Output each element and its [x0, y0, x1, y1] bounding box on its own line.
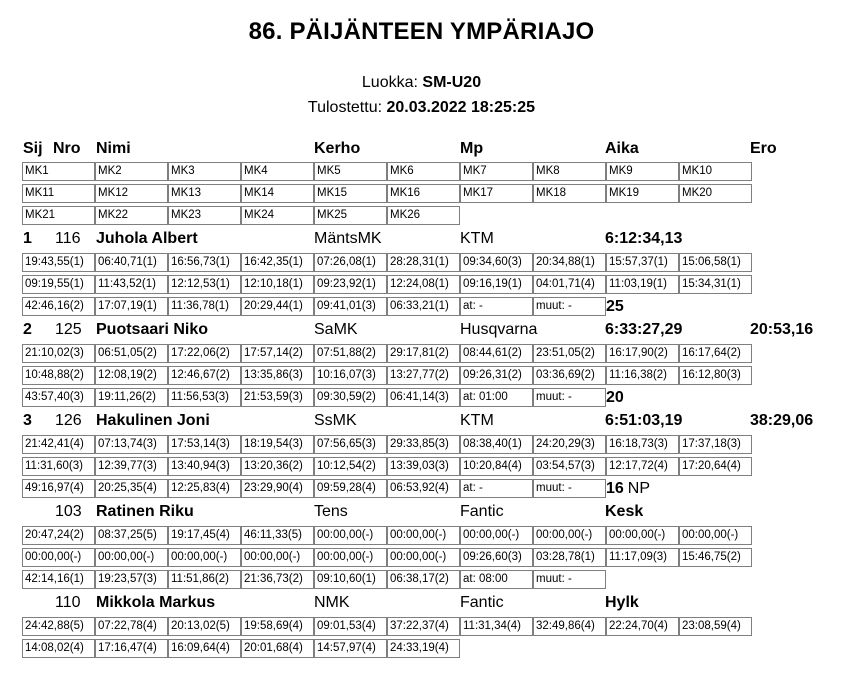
split-cell: 18:19,54(3) — [241, 435, 314, 454]
split-cell: 08:38,40(1) — [460, 435, 533, 454]
split-cell: MK4 — [241, 162, 314, 181]
split-cell: MK5 — [314, 162, 387, 181]
split-cell: MK13 — [168, 184, 241, 203]
split-cell: 14:08,02(4) — [22, 639, 95, 658]
split-cell: 28:28,31(1) — [387, 253, 460, 272]
split-cell: 21:10,02(3) — [22, 344, 95, 363]
split-cell: 11:31,60(3) — [22, 457, 95, 476]
split-cell: 07:22,78(4) — [95, 617, 168, 636]
split-cell: muut: - — [533, 297, 606, 316]
rider-club: Tens — [314, 503, 348, 520]
rider-club: MäntsMK — [314, 230, 382, 247]
split-cell: MK17 — [460, 184, 533, 203]
split-cell: 09:59,28(4) — [314, 479, 387, 498]
split-cell: 21:42,41(4) — [22, 435, 95, 454]
split-cell: 46:11,33(5) — [241, 526, 314, 545]
split-cell: 00:00,00(-) — [95, 548, 168, 567]
split-cell: 32:49,86(4) — [533, 617, 606, 636]
split-cell: 00:00,00(-) — [387, 548, 460, 567]
split-cell: 11:03,19(1) — [606, 275, 679, 294]
split-cell: 19:23,57(3) — [95, 570, 168, 589]
header-kerho: Kerho — [314, 140, 361, 157]
split-cell: 12:24,08(1) — [387, 275, 460, 294]
rider-diff: 38:29,06 — [750, 412, 814, 429]
rider-points: 16 — [606, 480, 624, 497]
split-cell: MK22 — [95, 206, 168, 225]
split-cell: 06:41,14(3) — [387, 388, 460, 407]
split-cell: 00:00,00(-) — [168, 548, 241, 567]
header-mp: Mp — [460, 140, 484, 157]
split-cell: MK12 — [95, 184, 168, 203]
split-cell: 24:42,88(5) — [22, 617, 95, 636]
split-cell: 37:22,37(4) — [387, 617, 460, 636]
rider-bike: KTM — [460, 412, 494, 429]
split-cell: 24:33,19(4) — [387, 639, 460, 658]
split-cell: 07:26,08(1) — [314, 253, 387, 272]
split-cell: 29:17,81(2) — [387, 344, 460, 363]
split-cell: 49:16,97(4) — [22, 479, 95, 498]
split-cell: 10:48,88(2) — [22, 366, 95, 385]
split-cell: MK14 — [241, 184, 314, 203]
split-cell: 09:10,60(1) — [314, 570, 387, 589]
split-cell: MK24 — [241, 206, 314, 225]
split-cell: 09:34,60(3) — [460, 253, 533, 272]
split-cell: MK3 — [168, 162, 241, 181]
split-cell: MK11 — [22, 184, 95, 203]
split-cell: 15:46,75(2) — [679, 548, 752, 567]
header-nimi: Nimi — [96, 140, 131, 157]
split-cell: 17:37,18(3) — [679, 435, 752, 454]
rider-name: Puotsaari Niko — [96, 321, 209, 338]
split-cell: 00:00,00(-) — [314, 548, 387, 567]
split-cell: MK6 — [387, 162, 460, 181]
class-label: Luokka: — [361, 74, 418, 91]
split-cell: 11:31,34(4) — [460, 617, 533, 636]
split-cell: 24:20,29(3) — [533, 435, 606, 454]
split-cell: 17:20,64(4) — [679, 457, 752, 476]
split-cell: 13:40,94(3) — [168, 457, 241, 476]
split-cell: 10:12,54(2) — [314, 457, 387, 476]
printed-line — [0, 99, 843, 117]
split-cell: 00:00,00(-) — [241, 548, 314, 567]
split-cell: 09:16,19(1) — [460, 275, 533, 294]
split-cell: 13:39,03(3) — [387, 457, 460, 476]
rider-name: Juhola Albert — [96, 230, 198, 247]
printed-label: Tulostettu: — [307, 99, 383, 116]
split-cell: muut: - — [533, 570, 606, 589]
rider-time: 6:12:34,13 — [605, 230, 683, 247]
split-cell: 11:43,52(1) — [95, 275, 168, 294]
split-cell: 13:35,86(3) — [241, 366, 314, 385]
rider-time: Kesk — [605, 503, 644, 520]
split-cell: 09:41,01(3) — [314, 297, 387, 316]
split-cell: MK23 — [168, 206, 241, 225]
split-cell: 19:58,69(4) — [241, 617, 314, 636]
split-cell: 09:01,53(4) — [314, 617, 387, 636]
split-cell: MK20 — [679, 184, 752, 203]
split-cell: 17:22,06(2) — [168, 344, 241, 363]
rider-position: 2 — [23, 321, 32, 338]
split-cell: 00:00,00(-) — [387, 526, 460, 545]
split-cell: 09:26,60(3) — [460, 548, 533, 567]
rider-points-line — [606, 388, 628, 407]
split-cell: MK16 — [387, 184, 460, 203]
split-cell: 20:47,24(2) — [22, 526, 95, 545]
rider-bike: Fantic — [460, 594, 504, 611]
header-ero: Ero — [750, 140, 777, 157]
split-cell: 00:00,00(-) — [314, 526, 387, 545]
split-cell: MK8 — [533, 162, 606, 181]
split-cell: MK9 — [606, 162, 679, 181]
rider-name: Ratinen Riku — [96, 503, 194, 520]
split-cell: 13:27,77(2) — [387, 366, 460, 385]
rider-bike: Fantic — [460, 503, 504, 520]
rider-club: SsMK — [314, 412, 357, 429]
split-cell: 15:06,58(1) — [679, 253, 752, 272]
rider-club: NMK — [314, 594, 350, 611]
split-cell: 23:08,59(4) — [679, 617, 752, 636]
split-cell: 03:28,78(1) — [533, 548, 606, 567]
rider-number: 103 — [55, 503, 82, 520]
split-cell: 11:17,09(3) — [606, 548, 679, 567]
split-cell: 20:34,88(1) — [533, 253, 606, 272]
split-cell: 09:19,55(1) — [22, 275, 95, 294]
header-sij: Sij — [23, 140, 43, 157]
rider-diff: 20:53,16 — [750, 321, 814, 338]
split-cell: 03:54,57(3) — [533, 457, 606, 476]
split-cell: 21:53,59(3) — [241, 388, 314, 407]
rider-number: 126 — [55, 412, 82, 429]
split-cell: 00:00,00(-) — [533, 526, 606, 545]
split-cell: 06:40,71(1) — [95, 253, 168, 272]
rider-position: 1 — [23, 230, 32, 247]
split-cell: 06:38,17(2) — [387, 570, 460, 589]
rider-name: Mikkola Markus — [96, 594, 216, 611]
header-nro: Nro — [53, 140, 81, 157]
split-cell: 42:14,16(1) — [22, 570, 95, 589]
rider-time: 6:51:03,19 — [605, 412, 683, 429]
split-cell: MK10 — [679, 162, 752, 181]
rider-name: Hakulinen Joni — [96, 412, 210, 429]
class-line — [0, 74, 843, 92]
split-cell: 12:25,83(4) — [168, 479, 241, 498]
split-cell: 17:57,14(2) — [241, 344, 314, 363]
rider-points-line — [606, 479, 650, 498]
split-cell: 11:16,38(2) — [606, 366, 679, 385]
split-cell: 08:37,25(5) — [95, 526, 168, 545]
page-title: 86. PÄIJÄNTEEN YMPÄRIAJO — [248, 18, 595, 45]
split-cell: 22:24,70(4) — [606, 617, 679, 636]
rider-points-line — [606, 570, 610, 589]
split-cell: 07:56,65(3) — [314, 435, 387, 454]
split-cell: 12:39,77(3) — [95, 457, 168, 476]
split-cell: 16:56,73(1) — [168, 253, 241, 272]
split-cell: MK1 — [22, 162, 95, 181]
split-cell: 12:10,18(1) — [241, 275, 314, 294]
rider-note: NP — [627, 480, 651, 497]
split-cell: MK18 — [533, 184, 606, 203]
split-cell: MK15 — [314, 184, 387, 203]
split-cell: 23:51,05(2) — [533, 344, 606, 363]
split-cell: 03:36,69(2) — [533, 366, 606, 385]
split-cell: 15:34,31(1) — [679, 275, 752, 294]
rider-bike: KTM — [460, 230, 494, 247]
split-cell: MK7 — [460, 162, 533, 181]
split-cell: 06:53,92(4) — [387, 479, 460, 498]
split-cell: 07:13,74(3) — [95, 435, 168, 454]
split-cell: MK21 — [22, 206, 95, 225]
split-cell: 00:00,00(-) — [22, 548, 95, 567]
split-cell: 17:53,14(3) — [168, 435, 241, 454]
rider-bike: Husqvarna — [460, 321, 538, 338]
split-cell: 20:29,44(1) — [241, 297, 314, 316]
split-cell: 00:00,00(-) — [679, 526, 752, 545]
split-cell: MK19 — [606, 184, 679, 203]
header-aika: Aika — [605, 140, 639, 157]
split-cell: 19:11,26(2) — [95, 388, 168, 407]
split-cell: at: 08:00 — [460, 570, 533, 589]
split-cell: muut: - — [533, 388, 606, 407]
rider-points: 25 — [606, 298, 624, 315]
rider-number: 116 — [55, 230, 81, 247]
rider-position: 3 — [23, 412, 32, 429]
split-cell: 16:17,64(2) — [679, 344, 752, 363]
split-cell: muut: - — [533, 479, 606, 498]
split-cell: 16:17,90(2) — [606, 344, 679, 363]
split-cell: MK2 — [95, 162, 168, 181]
split-cell: 12:08,19(2) — [95, 366, 168, 385]
rider-club: SaMK — [314, 321, 358, 338]
split-cell: 09:23,92(1) — [314, 275, 387, 294]
split-cell: 06:33,21(1) — [387, 297, 460, 316]
split-cell: 10:20,84(4) — [460, 457, 533, 476]
split-cell: 06:51,05(2) — [95, 344, 168, 363]
split-cell: 16:12,80(3) — [679, 366, 752, 385]
rider-time: 6:33:27,29 — [605, 321, 683, 338]
split-cell: 16:42,35(1) — [241, 253, 314, 272]
split-cell: 19:17,45(4) — [168, 526, 241, 545]
split-cell: 17:07,19(1) — [95, 297, 168, 316]
split-cell: 00:00,00(-) — [460, 526, 533, 545]
split-cell: 08:44,61(2) — [460, 344, 533, 363]
split-cell: 21:36,73(2) — [241, 570, 314, 589]
split-cell: 43:57,40(3) — [22, 388, 95, 407]
split-cell: 20:01,68(4) — [241, 639, 314, 658]
class-value: SM-U20 — [422, 74, 482, 91]
split-cell: 19:43,55(1) — [22, 253, 95, 272]
split-cell: 12:46,67(2) — [168, 366, 241, 385]
split-cell: 12:17,72(4) — [606, 457, 679, 476]
split-cell: 15:57,37(1) — [606, 253, 679, 272]
split-cell: 11:51,86(2) — [168, 570, 241, 589]
split-cell: at: - — [460, 297, 533, 316]
split-cell: 29:33,85(3) — [387, 435, 460, 454]
rider-number: 110 — [55, 594, 81, 611]
split-cell: 42:46,16(2) — [22, 297, 95, 316]
split-cell: 23:29,90(4) — [241, 479, 314, 498]
split-cell: 09:26,31(2) — [460, 366, 533, 385]
split-cell: 14:57,97(4) — [314, 639, 387, 658]
split-cell: 16:18,73(3) — [606, 435, 679, 454]
split-cell: 13:20,36(2) — [241, 457, 314, 476]
split-cell: 11:36,78(1) — [168, 297, 241, 316]
split-cell: 07:51,88(2) — [314, 344, 387, 363]
rider-points-line — [606, 297, 628, 316]
split-cell: at: 01:00 — [460, 388, 533, 407]
split-cell: 04:01,71(4) — [533, 275, 606, 294]
printed-value: 20.03.2022 18:25:25 — [386, 99, 536, 116]
split-cell: MK26 — [387, 206, 460, 225]
split-cell: 17:16,47(4) — [95, 639, 168, 658]
split-cell: 11:56,53(3) — [168, 388, 241, 407]
split-cell: at: - — [460, 479, 533, 498]
split-cell: 20:25,35(4) — [95, 479, 168, 498]
rider-points: 20 — [606, 389, 624, 406]
rider-number: 125 — [55, 321, 82, 338]
rider-time: Hylk — [605, 594, 639, 611]
split-cell: 00:00,00(-) — [606, 526, 679, 545]
split-cell: 12:12,53(1) — [168, 275, 241, 294]
split-cell: 16:09,64(4) — [168, 639, 241, 658]
split-cell: 20:13,02(5) — [168, 617, 241, 636]
split-cell: 10:16,07(3) — [314, 366, 387, 385]
split-cell: MK25 — [314, 206, 387, 225]
split-cell: 09:30,59(2) — [314, 388, 387, 407]
